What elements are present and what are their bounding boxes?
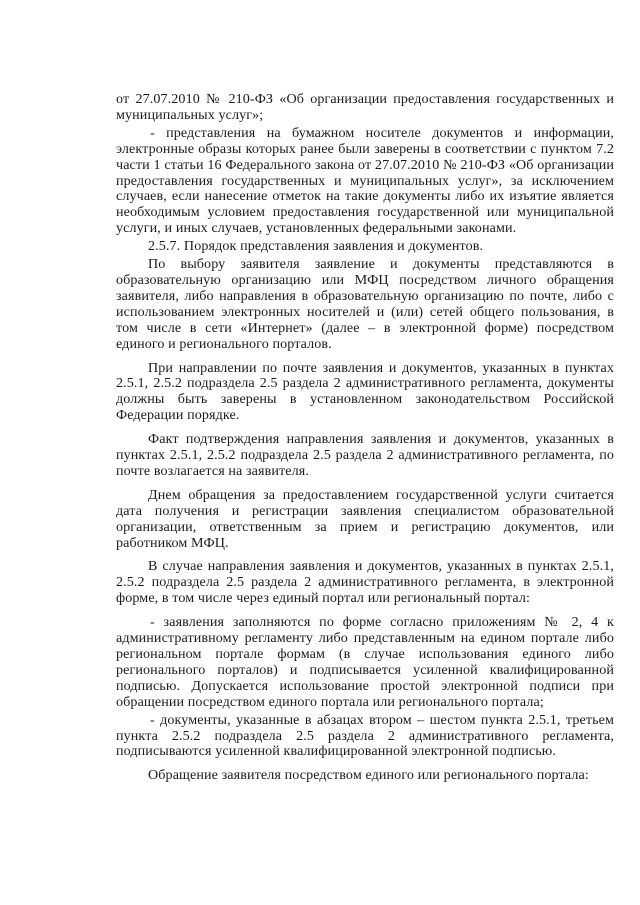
paragraph-request-date: Днем обращения за предоставлением государственной услуги считается дата получения и регистрации заявления специалистом образовательной организации, ответственным за прием и регистрацию документов, или работником МФЦ.: [116, 486, 614, 551]
paragraph-law-reference: от 27.07.2010 № 210-ФЗ «Об организации предоставления государственных и муниципальных услуг»;: [116, 91, 614, 123]
paragraph-postal-confirmation: Факт подтверждения направления заявления и документов, указанных в пунктах 2.5.1, 2.5.2 подраздела 2.5 раздела 2 административного регламента, по почте возлагается на заявителя.: [116, 431, 614, 479]
paragraph-submission-choice: По выбору заявителя заявление и документы представляются в образовательную организацию или МФЦ посредством личного обращения заявителя, либо направления в образовательную организацию по почте, либо с использованием электронных носителей и (или) сетей общего пользования, в том числе в сети «Интернет» (далее – в электронной форме) посредством единого и регионального порталов.: [116, 256, 614, 352]
paragraph-paper-documents: - представления на бумажном носителе документов и информации, электронные образы которых ранее были заверены в соответствии с пунктом 7.2 части 1 статьи 16 Федерального закона от 27.07.2010 № 210-ФЗ «Об организации предоставления государственных и муниципальных услуг», за исключением случаев, если нанесение отметок на такие документы либо их изъятие является необходимым условием предоставления государственной или муниципальной услуги, и иных случаев, установленных федеральными законами.: [116, 124, 614, 237]
paragraph-portal-request: Обращение заявителя посредством единого или регионального портала:: [148, 767, 589, 784]
list-item-documents: - документы, указанные в абзацах втором – шестом пункта 2.5.1, третьем пункта 2.5.2 подраздела 2.5 раздела 2 административного регламента, подписываются усиленной квалифицированной электронной подписью.: [116, 711, 614, 760]
document-page: [116, 92, 614, 786]
paragraph-postal-submission: При направлении по почте заявления и документов, указанных в пунктах 2.5.1, 2.5.2 подраздела 2.5 раздела 2 административного регламента, документы должны быть заверены в установленном законодательством Российской Федерации порядке.: [116, 359, 614, 424]
list-item-applications: - заявления заполняются по форме согласно приложениям № 2, 4 к административному регламенту либо представленным на едином портале либо региональном портале формам (в случае использования единого либо регионального порталов) и подписывается усиленной квалифицированной подписью. Допускается использование простой электронной подписи при обращении посредством единого портала или регионального портала;: [116, 614, 614, 710]
paragraph-electronic-submission: В случае направления заявления и документов, указанных в пунктах 2.5.1, 2.5.2 подраздела 2.5 раздела 2 административного регламента, в электронной форме, в том числе через единый портал или региональный портал:: [116, 558, 614, 607]
section-heading-2-5-7: 2.5.7. Порядок представления заявления и документов.: [148, 238, 484, 255]
